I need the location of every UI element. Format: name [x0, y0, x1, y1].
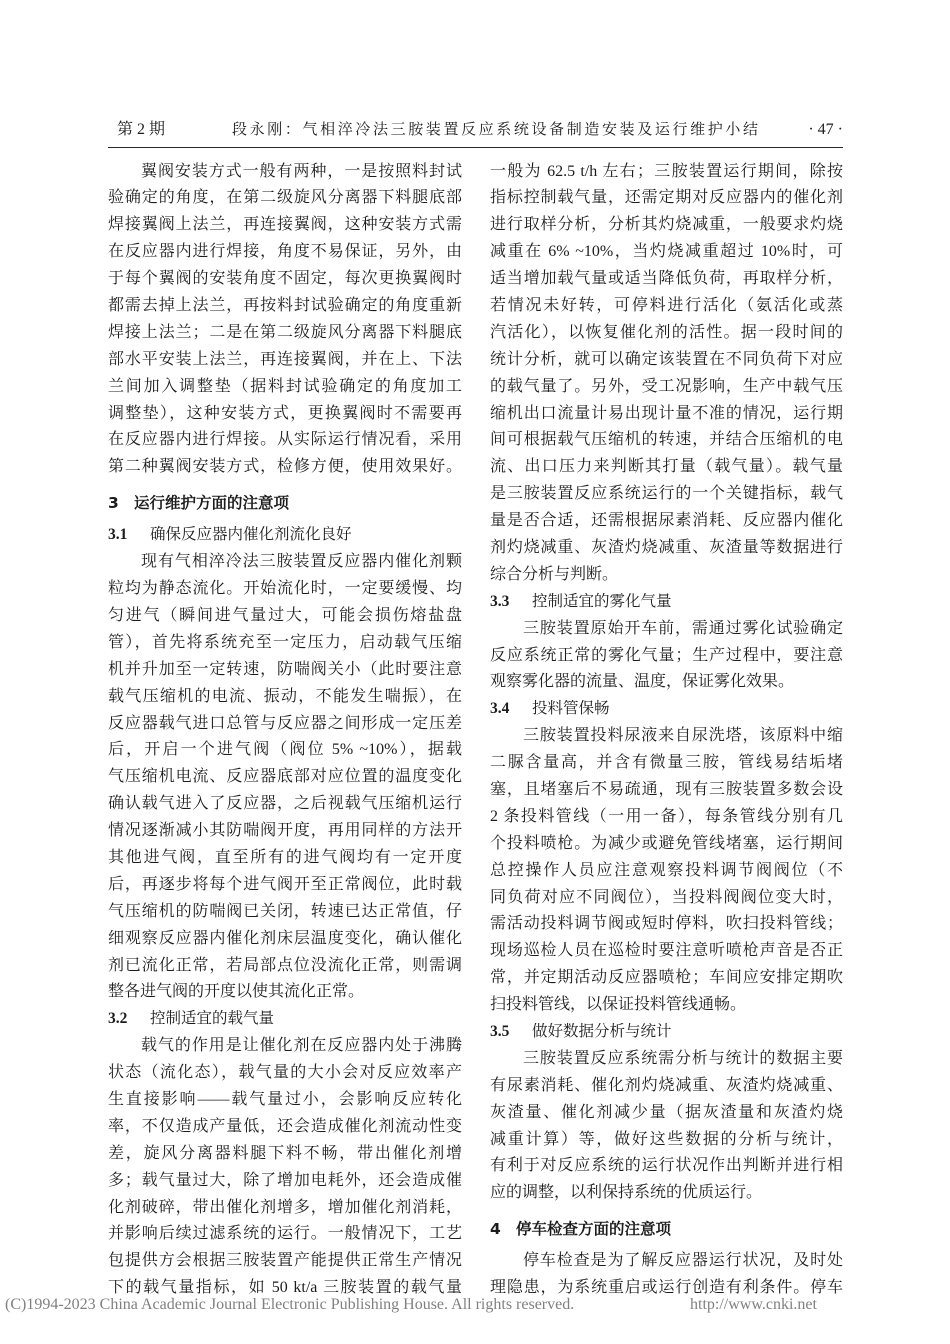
paragraph-line: 指标控制载气量，还需定期对反应器内的催化剂 — [490, 189, 843, 207]
paragraph-line: 第二种翼阀安装方式，检修方便，使用效果好。 — [108, 458, 462, 476]
paragraph-3-2-continued — [490, 159, 843, 589]
paragraph-line: 在反应器内进行焊接。从实际运行情况看，采用 — [108, 431, 462, 449]
running-title: 段永刚：气相淬冷法三胺装置反应系统设备制造安装及运行维护小结 — [232, 122, 758, 138]
paragraph-line: 一般为 62.5 t/h 左右；三胺装置运行期间，除按 — [490, 162, 843, 180]
paragraph-3-5 — [490, 1046, 843, 1207]
subsection-heading-3-5 — [490, 1019, 843, 1046]
paragraph-line: 二脲含量高，并含有微量三胺，管线易结垢堵 — [490, 754, 843, 772]
paragraph-line: 有尿素消耗、催化剂灼烧减重、灰渣灼烧减重、 — [490, 1076, 843, 1094]
paragraph-line: 化剂破碎，带出催化剂增多，增加催化剂消耗， — [108, 1198, 462, 1216]
paragraph-line: 三胺装置反应系统需分析与统计的数据主要 — [523, 1049, 843, 1067]
paragraph-line: 量是否合适，还需根据尿素消耗、反应器内催化 — [490, 512, 843, 530]
paragraph-line: 剂已流化正常，若局部点位没流化正常，则需调 — [108, 956, 462, 974]
paragraph-line: 间可根据载气压缩机的转速，并结合压缩机的电 — [490, 431, 843, 449]
paragraph-line: 后，开启一个进气阀（阀位 5% ~10%），据载 — [108, 741, 462, 759]
section-title: 停车检查方面的注意项 — [516, 1220, 672, 1239]
paragraph-line: 细观察反应器内催化剂床层温度变化，确认催化 — [108, 929, 462, 947]
subsection-title: 控制适宜的雾化气量 — [532, 592, 672, 610]
subsection-title: 做好数据分析与统计 — [532, 1023, 672, 1040]
section-number: 4 — [490, 1220, 501, 1239]
paragraph-line: 翼阀安装方式一般有两种，一是按照料封试 — [141, 162, 462, 180]
paragraph-line: 灰渣量、催化剂减少量（据灰渣量和灰渣灼烧 — [490, 1103, 843, 1121]
subsection-heading-3-4 — [490, 696, 843, 723]
paragraph-line: 管），首先将系统充至一定压力，启动载气压缩 — [108, 633, 462, 651]
paragraph-line: 缩机出口流量计易出现计量不准的情况，运行期 — [490, 404, 843, 422]
paragraph-line: 焊接翼阀上法兰，再连接翼阀，这种安装方式需 — [108, 216, 462, 234]
paragraph-line: 流、出口压力来判断其打量（载气量）。载气量 — [490, 458, 843, 476]
paragraph-line: 观察雾化器的流量、温度，保证雾化效果。 — [490, 673, 795, 691]
paragraph-wing-valve-installation — [108, 159, 462, 482]
paragraph-line: 现场巡检人员在巡检时要注意听喷枪声音是否正 — [490, 942, 843, 960]
paragraph-line: 调整垫），这种安装方式，更换翼阀时不需要再 — [108, 404, 462, 422]
section-title: 运行维护方面的注意项 — [134, 494, 290, 513]
paragraph-line: 个投料喷枪。为减少或避免管线堵塞，运行期间 — [490, 834, 843, 852]
paragraph-line: 剂灼烧减重、灰渣灼烧减重、灰渣量等数据进行 — [490, 538, 843, 556]
paragraph-line: 三胺装置投料尿液来自尿洗塔，该原料中缩 — [523, 727, 843, 745]
subsection-heading-3-2 — [108, 1006, 462, 1033]
subsection-title: 投料管保畅 — [532, 700, 610, 718]
paragraph-4 — [490, 1248, 843, 1302]
paragraph-line: 扫投料管线，以保证投料管线通畅。 — [490, 996, 747, 1014]
section-heading-3 — [108, 490, 462, 517]
subsection-title: 确保反应器内催化剂流化良好 — [150, 526, 352, 544]
paragraph-3-3 — [490, 616, 843, 697]
paragraph-line: 验确定的角度，在第二级旋风分离器下料腿底部 — [108, 189, 462, 207]
paragraph-line: 情况逐渐减小其防喘阀开度，再用同样的方法开 — [108, 822, 462, 840]
paragraph-3-2 — [108, 1033, 462, 1302]
header-rule — [108, 147, 843, 148]
left-column — [108, 159, 462, 1303]
paragraph-line: 气压缩机的防喘阀已关闭，转速已达正常值，仔 — [108, 902, 462, 920]
subsection-number: 3.1 — [108, 526, 128, 544]
subsection-number: 3.3 — [490, 592, 510, 610]
paragraph-line: 包提供方会根据三胺装置产能提供正常生产情况 — [108, 1252, 462, 1270]
paragraph-line: 停车检查是为了解反应器运行状况，及时处 — [523, 1252, 843, 1270]
paragraph-line: 进行取样分析，分析其灼烧减重，一般要求灼烧 — [490, 216, 843, 234]
paragraph-line: 差，旋风分离器料腿下料不畅，带出催化剂增 — [108, 1144, 462, 1162]
paragraph-line: 于每个翼阀的安装角度不固定，每次更换翼阀时 — [108, 270, 462, 288]
paragraph-line: 兰间加入调整垫（据料封试验确定的角度加工 — [108, 377, 462, 395]
publisher-url: http://www.cnki.net — [690, 1296, 817, 1313]
paragraph-line: 有利于对反应系统的运行状况作出判断并进行相 — [490, 1157, 843, 1175]
paragraph-3-1 — [108, 549, 462, 1006]
paragraph-line: 率，不仅造成产量低，还会造成催化剂流动性变 — [108, 1117, 462, 1135]
paragraph-line: 焊接上法兰；二是在第二级旋风分离器下料腿底 — [108, 323, 462, 341]
paragraph-3-4 — [490, 723, 843, 1019]
paragraph-line: 部水平安装上法兰，再连接翼阀，并在上、下法 — [108, 350, 462, 368]
paragraph-line: 并影响后续过滤系统的运行。一般情况下，工艺 — [108, 1225, 462, 1243]
subsection-heading-3-3 — [490, 589, 843, 616]
paragraph-line: 载气的作用是让催化剂在反应器内处于沸腾 — [141, 1037, 462, 1055]
paragraph-line: 机并升加至一定转速，防喘阀关小（此时要注意 — [108, 660, 462, 678]
subsection-title: 控制适宜的载气量 — [150, 1010, 275, 1028]
paragraph-line: 其他进气阀，直至所有的进气阀均有一定开度 — [108, 848, 462, 866]
paragraph-line: 适当增加载气量或适当降低负荷，再取样分析， — [490, 270, 843, 288]
paragraph-line: 若情况未好转，可停料进行活化（氨活化或蒸 — [490, 296, 843, 314]
paragraph-line: 确认载气进入了反应器，之后视载气压缩机运行 — [108, 795, 462, 813]
paragraph-line: 三胺装置原始开车前，需通过雾化试验确定 — [523, 619, 843, 637]
paragraph-line: 汽活化），以恢复催化剂的活性。据一段时间的 — [490, 323, 843, 341]
paragraph-line: 生直接影响——载气量过小，会影响反应转化 — [108, 1090, 462, 1108]
paragraph-line: 应的调整，以利保持系统的优质运行。 — [490, 1184, 763, 1202]
section-number: 3 — [108, 494, 119, 513]
paragraph-line: 反应系统正常的雾化气量；生产过程中，要注意 — [490, 646, 843, 664]
paragraph-line: 气压缩机电流、反应器底部对应位置的温度变化 — [108, 768, 462, 786]
paragraph-line: 粒均为静态流化。开始流化时，一定要缓慢、均 — [108, 580, 462, 598]
paragraph-line: 总控操作人员应注意观察投料调节阀阀位（不 — [490, 861, 843, 879]
paragraph-line: 整各进气阀的开度以使其流化正常。 — [108, 983, 365, 1001]
right-column — [490, 159, 843, 1303]
section-heading-4 — [490, 1216, 843, 1243]
paragraph-line: 载气压缩机的电流、振动，不能发生喘振），在 — [108, 687, 462, 705]
page-number: · 47 · — [808, 121, 843, 138]
paragraph-line: 都需去掉上法兰，再按料封试验确定的角度重新 — [108, 296, 462, 314]
paragraph-line: 2 条投料管线（一用一备），每条管线分别有几 — [490, 807, 843, 825]
paragraph-line: 多；载气量过大，除了增加电耗外，还会造成催 — [108, 1171, 462, 1189]
paragraph-line: 统计分析，就可以确定该装置在不同负荷下对应 — [490, 350, 843, 368]
paragraph-line: 状态（流化态），载气量的大小会对反应效率产 — [108, 1064, 462, 1082]
paragraph-line: 下的载气量指标，如 50 kt/a 三胺装置的载气量 — [108, 1279, 462, 1297]
paragraph-line: 匀进气（瞬间进气量过大，可能会损伤熔盐盘 — [108, 606, 462, 624]
subsection-heading-3-1 — [108, 522, 462, 549]
paragraph-line: 综合分析与判断。 — [490, 565, 619, 583]
paragraph-line: 减重在 6% ~10%，当灼烧减重超过 10%时，可 — [490, 243, 843, 261]
paragraph-line: 在反应器内进行焊接，角度不易保证，另外，由 — [108, 243, 462, 261]
paragraph-line: 反应器载气进口总管与反应器之间形成一定压差 — [108, 714, 462, 732]
subsection-number: 3.5 — [490, 1023, 510, 1040]
paragraph-line: 需活动投料调节阀或短时停料，吹扫投料管线； — [490, 915, 843, 933]
paragraph-line: 同负荷对应不同阀位），当投料阀阀位变大时， — [490, 888, 843, 906]
paragraph-line: 常，并定期活动反应器喷枪；车间应安排定期吹 — [490, 969, 843, 987]
paragraph-line: 减重计算）等，做好这些数据的分析与统计， — [490, 1130, 843, 1148]
paragraph-line: 后，再逐步将每个进气阀开至正常阀位，此时载 — [108, 875, 462, 893]
subsection-number: 3.4 — [490, 700, 510, 718]
paragraph-line: 塞，且堵塞后不易疏通，现有三胺装置多数会设 — [490, 780, 843, 798]
paragraph-line: 是三胺装置反应系统运行的一个关键指标，载气 — [490, 485, 843, 503]
copyright-notice: (C)1994-2023 China Academic Journal Electronic Publishing House. All rights reserved. — [5, 1296, 575, 1313]
paragraph-line: 现有气相淬冷法三胺装置反应器内催化剂颗 — [141, 553, 462, 571]
subsection-number: 3.2 — [108, 1010, 128, 1028]
issue-number: 第 2 期 — [117, 121, 166, 138]
paragraph-line: 理隐患，为系统重启或运行创造有利条件。停车 — [490, 1279, 843, 1297]
paragraph-line: 的载气量了。另外，受工况影响，生产中载气压 — [490, 377, 843, 395]
